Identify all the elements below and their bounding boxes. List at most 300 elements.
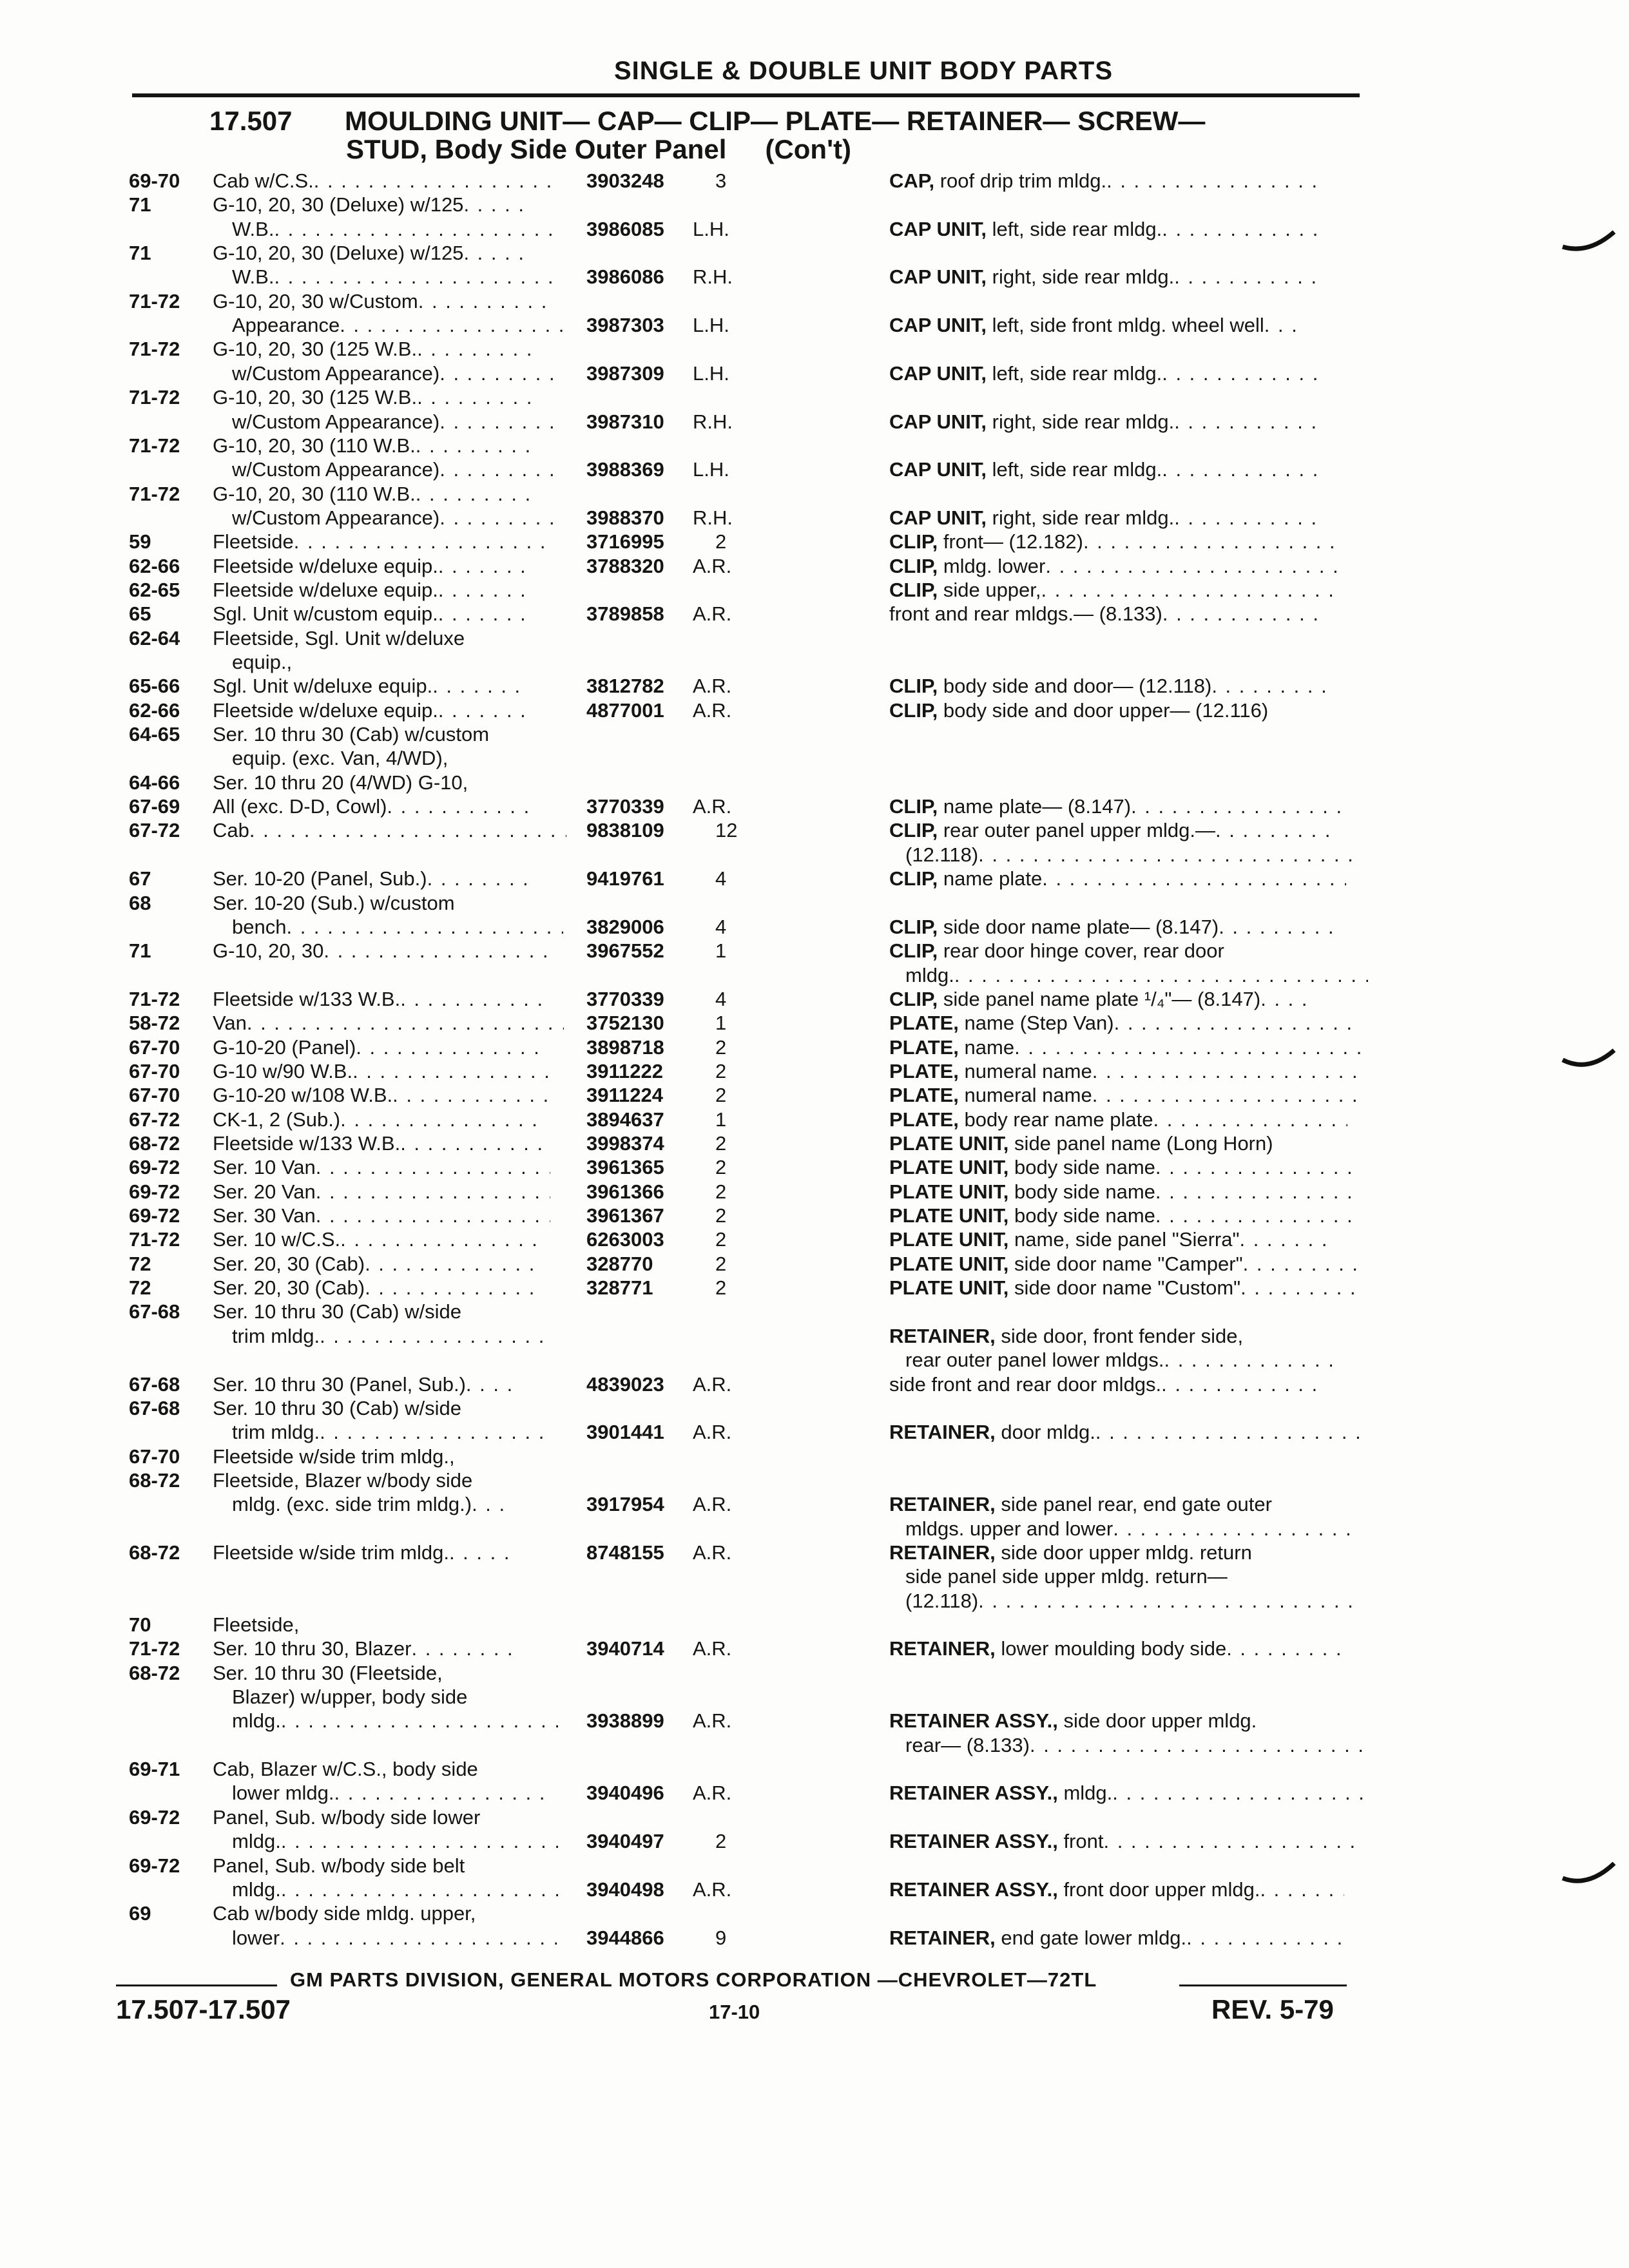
- model-years: 68-72: [129, 1132, 180, 1155]
- application: G-10, 20, 30 w/Custom. . .: [213, 289, 550, 314]
- binder-hole-mark: [1559, 229, 1617, 248]
- part-number: 3716995: [586, 530, 664, 553]
- model-years: 68-72: [129, 1661, 180, 1684]
- model-years: 71: [129, 939, 151, 963]
- model-years: 71: [129, 193, 151, 216]
- application: Panel, Sub. w/body side lower: [213, 1805, 481, 1829]
- model-years: 67-70: [129, 1059, 180, 1082]
- part-number: 3988370: [586, 506, 664, 529]
- model-years: 69-72: [129, 1204, 180, 1227]
- quantity: 2: [715, 1228, 727, 1251]
- application: Ser. 10-20 (Sub.) w/custom: [213, 891, 455, 914]
- model-years: 64-66: [129, 771, 180, 794]
- application: Blazer) w/upper, body side: [232, 1686, 468, 1709]
- application: Ser. 10 thru 30, Blazer. . .: [213, 1637, 522, 1661]
- part-number: 9838109: [586, 819, 664, 842]
- model-years: 65: [129, 602, 151, 626]
- description: CLIP, body side and door— (12.118). . .: [889, 674, 1336, 698]
- quantity: 1: [715, 1108, 727, 1131]
- part-number: 3940496: [586, 1782, 664, 1805]
- part-number: 3788320: [586, 554, 664, 577]
- section-continued: (Con't): [765, 134, 852, 164]
- quantity: R.H.: [693, 410, 733, 433]
- application: Panel, Sub. w/body side belt: [213, 1854, 465, 1877]
- application: Ser. 10 w/C.S.. . .: [213, 1227, 544, 1252]
- application: W.B.. . .: [232, 265, 561, 289]
- table-row: [0, 434, 1629, 459]
- quantity: 4: [715, 915, 727, 938]
- description: front and rear mldgs.— (8.133). . .: [889, 602, 1327, 626]
- part-number: 3789858: [586, 602, 664, 626]
- footer-rule-right: [1179, 1984, 1347, 1986]
- description: RETAINER, end gate lower mldg.. . .: [889, 1926, 1351, 1950]
- table-row: [0, 1372, 1629, 1398]
- quantity: 2: [715, 1084, 727, 1107]
- application: Fleetside w/133 W.B.. . .: [213, 1131, 542, 1156]
- model-years: 68-72: [129, 1541, 180, 1564]
- model-years: 72: [129, 1276, 151, 1300]
- table-row: [0, 1685, 1629, 1711]
- description: CLIP, side door name plate— (8.147). . .: [889, 915, 1333, 939]
- application: Cab, Blazer w/C.S., body side: [213, 1758, 478, 1781]
- description: CAP UNIT, left, side front mldg. wheel well. . .: [889, 313, 1298, 338]
- quantity: A.R.: [693, 1372, 732, 1396]
- table-row: [0, 1324, 1629, 1350]
- part-number: 3812782: [586, 675, 664, 698]
- quantity: A.R.: [693, 602, 732, 626]
- application: Ser. 20, 30 (Cab). . .: [213, 1276, 537, 1300]
- table-row: [0, 1613, 1629, 1639]
- application: Fleetside w/side trim mldg.,: [213, 1445, 455, 1468]
- table-row: [0, 1468, 1629, 1494]
- footer-revision: REV. 5-79: [1211, 1994, 1334, 2024]
- part-number: 3961367: [586, 1204, 664, 1227]
- quantity: 2: [715, 530, 727, 553]
- description: PLATE UNIT, side panel name (Long Horn): [889, 1132, 1273, 1155]
- application: Fleetside, Sgl. Unit w/deluxe: [213, 626, 465, 649]
- table-row: [0, 1108, 1629, 1133]
- application: Ser. 10-20 (Panel, Sub.). . .: [213, 867, 528, 891]
- section-title-line2: STUD, Body Side Outer Panel: [346, 134, 727, 164]
- table-row: [0, 1829, 1629, 1855]
- model-years: 67-72: [129, 819, 180, 842]
- table-row: [0, 746, 1629, 772]
- table-row: [0, 1227, 1629, 1253]
- quantity: 2: [715, 1156, 727, 1179]
- description: PLATE UNIT, body side name. . .: [889, 1180, 1360, 1204]
- model-years: 69-72: [129, 1805, 180, 1829]
- description: CAP UNIT, right, side rear mldg.. . .: [889, 506, 1318, 530]
- application: G-10, 20, 30 (110 W.B.. . .: [213, 482, 537, 506]
- table-row: [0, 1517, 1629, 1542]
- application: mldg.. . .: [232, 1709, 558, 1733]
- description: CAP UNIT, left, side rear mldg.. . .: [889, 217, 1316, 242]
- application: w/Custom Appearance). . .: [232, 361, 562, 386]
- model-years: 67-68: [129, 1300, 180, 1323]
- model-years: 71-72: [129, 1637, 180, 1660]
- application: G-10-20 (Panel). . .: [213, 1035, 549, 1060]
- table-row: [0, 554, 1629, 580]
- table-row: [0, 1709, 1629, 1735]
- description: PLATE, name. . .: [889, 1035, 1369, 1060]
- description: side front and rear door mldgs.. . .: [889, 1372, 1316, 1397]
- description: PLATE UNIT, side door name "Custom". . .: [889, 1276, 1355, 1300]
- quantity: 9: [715, 1926, 727, 1949]
- application: Ser. 10 thru 30 (Cab) w/custom: [213, 723, 490, 746]
- description: CAP UNIT, left, side rear mldg.. . .: [889, 457, 1316, 482]
- section-title-line1: MOULDING UNIT— CAP— CLIP— PLATE— RETAINER— SCREW—: [345, 106, 1206, 136]
- part-number: 4839023: [586, 1372, 664, 1396]
- table-row: [0, 1854, 1629, 1879]
- description: rear outer panel lower mldgs.. . .: [905, 1348, 1338, 1372]
- part-number: 3770339: [586, 987, 664, 1010]
- binder-hole-mark: [1559, 1862, 1617, 1881]
- model-years: 68: [129, 891, 151, 914]
- table-row: [0, 1878, 1629, 1903]
- application: G-10, 20, 30 (Deluxe) w/125. . .: [213, 241, 533, 265]
- description: (12.118). . .: [905, 843, 1362, 867]
- part-number: 3988369: [586, 458, 664, 481]
- part-number: 3987309: [586, 361, 664, 385]
- quantity: L.H.: [693, 314, 729, 337]
- application: Sgl. Unit w/custom equip.. . .: [213, 602, 528, 626]
- model-years: 65-66: [129, 675, 180, 698]
- table-row: [0, 265, 1629, 291]
- model-years: 69-71: [129, 1758, 180, 1781]
- model-years: 71-72: [129, 482, 180, 505]
- part-number: 3903248: [586, 169, 664, 192]
- model-years: 71-72: [129, 987, 180, 1010]
- application: Ser. 10 thru 30 (Panel, Sub.). . .: [213, 1372, 515, 1397]
- application: w/Custom Appearance). . .: [232, 410, 562, 434]
- application: G-10, 20, 30. . .: [213, 939, 548, 963]
- model-years: 67-68: [129, 1396, 180, 1419]
- application: trim mldg.. . .: [232, 1324, 545, 1349]
- description: PLATE UNIT, name, side panel "Sierra". . .: [889, 1227, 1334, 1252]
- quantity: 2: [715, 1276, 727, 1300]
- part-number: 3894637: [586, 1108, 664, 1131]
- table-row: [0, 1589, 1629, 1615]
- table-row: [0, 1757, 1629, 1783]
- quantity: 4: [715, 987, 727, 1010]
- part-number: 3940714: [586, 1637, 664, 1660]
- application: Van. . .: [213, 1011, 564, 1035]
- quantity: 2: [715, 1132, 727, 1155]
- description: RETAINER ASSY., mldg.. . .: [889, 1781, 1367, 1805]
- table-row: [0, 1348, 1629, 1374]
- application: G-10, 20, 30 (125 W.B.. . .: [213, 385, 538, 410]
- table-row: [0, 987, 1629, 1013]
- part-number: 3986085: [586, 217, 664, 240]
- part-number: 3944866: [586, 1926, 664, 1949]
- model-years: 69-72: [129, 1156, 180, 1179]
- table-row: [0, 674, 1629, 700]
- part-number: 3911222: [586, 1059, 663, 1082]
- table-row: [0, 602, 1629, 628]
- table-row: [0, 506, 1629, 532]
- quantity: 3: [715, 169, 727, 192]
- table-row: [0, 1926, 1629, 1952]
- quantity: 2: [715, 1204, 727, 1227]
- part-number: 3987303: [586, 314, 664, 337]
- description: CLIP, side panel name plate ¹/₄"— (8.147). . .: [889, 987, 1315, 1012]
- application: Ser. 30 Van. . .: [213, 1204, 550, 1228]
- footer-page-number: 17-10: [709, 2001, 760, 2023]
- application: W.B.. . .: [232, 217, 561, 242]
- model-years: 62-65: [129, 578, 180, 601]
- table-row: [0, 217, 1629, 243]
- model-years: 71-72: [129, 1228, 180, 1251]
- description: (12.118). . .: [905, 1589, 1362, 1613]
- part-number: 328770: [586, 1252, 653, 1275]
- section-number: 17.507: [209, 106, 293, 136]
- quantity: A.R.: [693, 1782, 732, 1805]
- description: side panel side upper mldg. return—: [905, 1565, 1228, 1588]
- description: PLATE UNIT, body side name. . .: [889, 1155, 1360, 1180]
- table-row: [0, 1180, 1629, 1206]
- quantity: A.R.: [693, 675, 732, 698]
- table-row: [0, 1155, 1629, 1181]
- model-years: 67-72: [129, 1108, 180, 1131]
- table-row: [0, 1059, 1629, 1085]
- quantity: 2: [715, 1252, 727, 1275]
- table-row: [0, 482, 1629, 508]
- application: lower mldg.. . .: [232, 1781, 550, 1805]
- part-number: 3917954: [586, 1493, 664, 1516]
- application: Cab w/C.S.. . .: [213, 169, 559, 193]
- table-row: [0, 241, 1629, 267]
- application: G-10 w/90 W.B.. . .: [213, 1059, 556, 1084]
- application: mldg. (exc. side trim mldg.). . .: [232, 1492, 512, 1517]
- part-number: 6263003: [586, 1228, 664, 1251]
- description: rear— (8.133). . .: [905, 1733, 1364, 1758]
- table-row: [0, 1035, 1629, 1061]
- table-row: [0, 193, 1629, 218]
- application: Fleetside w/side trim mldg.. . .: [213, 1541, 519, 1565]
- application: G-10, 20, 30 (125 W.B.. . .: [213, 337, 538, 361]
- part-number: 3961366: [586, 1180, 664, 1203]
- description: CAP UNIT, left, side rear mldg.. . .: [889, 361, 1316, 386]
- table-row: [0, 915, 1629, 941]
- quantity: 2: [715, 1059, 727, 1082]
- quantity: A.R.: [693, 698, 732, 722]
- model-years: 67: [129, 867, 151, 890]
- model-years: 71-72: [129, 434, 180, 457]
- table-row: [0, 771, 1629, 796]
- description: RETAINER, side door upper mldg. return: [889, 1541, 1252, 1564]
- model-years: 71-72: [129, 386, 180, 409]
- quantity: A.R.: [693, 1709, 732, 1733]
- part-number: 3961365: [586, 1156, 664, 1179]
- model-years: 62-64: [129, 626, 180, 649]
- quantity: 4: [715, 867, 727, 890]
- application: Ser. 10 thru 30 (Cab) w/side: [213, 1300, 461, 1323]
- application: Cab w/body side mldg. upper,: [213, 1902, 476, 1925]
- model-years: 58-72: [129, 1012, 180, 1035]
- part-number: 3940497: [586, 1830, 664, 1853]
- part-number: 3911224: [586, 1084, 663, 1107]
- model-years: 71-72: [129, 338, 180, 361]
- table-row: [0, 361, 1629, 387]
- table-row: [0, 1011, 1629, 1037]
- application: mldg.. . .: [232, 1829, 558, 1854]
- description: CLIP, front— (12.182). . .: [889, 530, 1337, 554]
- part-number: 9419761: [586, 867, 664, 890]
- description: CLIP, name plate. . .: [889, 867, 1346, 891]
- application: Fleetside w/133 W.B.. . .: [213, 987, 542, 1012]
- table-row: [0, 1492, 1629, 1518]
- model-years: 67-69: [129, 795, 180, 818]
- table-row: [0, 1445, 1629, 1470]
- table-row: [0, 313, 1629, 339]
- description: CAP, roof drip trim mldg.. . .: [889, 169, 1321, 193]
- application: All (exc. D-D, Cowl). . .: [213, 794, 528, 819]
- model-years: 72: [129, 1252, 151, 1275]
- model-years: 71-72: [129, 289, 180, 312]
- table-row: [0, 530, 1629, 555]
- model-years: 69-70: [129, 169, 180, 192]
- binder-hole-mark: [1559, 1047, 1617, 1066]
- table-row: [0, 1541, 1629, 1566]
- application: bench. . .: [232, 915, 563, 939]
- part-number: 3752130: [586, 1012, 664, 1035]
- application: Fleetside,: [213, 1613, 300, 1636]
- description: CAP UNIT, right, side rear mldg.. . .: [889, 265, 1318, 289]
- table-row: [0, 1901, 1629, 1927]
- description: PLATE, numeral name. . .: [889, 1059, 1366, 1084]
- application: Fleetside. . .: [213, 530, 549, 554]
- application: G-10-20 w/108 W.B.. . .: [213, 1083, 555, 1108]
- description: mldg.. . .: [905, 963, 1368, 988]
- table-row: [0, 457, 1629, 483]
- description: CAP UNIT, right, side rear mldg.. . .: [889, 410, 1318, 434]
- model-years: 59: [129, 530, 151, 553]
- application: Ser. 10 Van. . .: [213, 1155, 550, 1180]
- model-years: 64-65: [129, 723, 180, 746]
- quantity: 2: [715, 1180, 727, 1203]
- quantity: A.R.: [693, 1493, 732, 1516]
- quantity: L.H.: [693, 458, 729, 481]
- application: equip.,: [232, 651, 293, 673]
- description: CLIP, side upper,. . .: [889, 578, 1335, 602]
- description: CLIP, mldg. lower. . .: [889, 554, 1340, 579]
- table-row: [0, 578, 1629, 604]
- description: RETAINER, door mldg.. . .: [889, 1420, 1360, 1445]
- application: w/Custom Appearance). . .: [232, 506, 562, 530]
- model-years: 71: [129, 242, 151, 265]
- page-header: SINGLE & DOUBLE UNIT BODY PARTS: [613, 57, 1113, 85]
- application: G-10, 20, 30 (110 W.B.. . .: [213, 434, 537, 458]
- table-row: [0, 1204, 1629, 1229]
- table-row: [0, 1396, 1629, 1422]
- description: CLIP, body side and door upper— (12.116): [889, 698, 1269, 722]
- application: Fleetside w/deluxe equip.. . .: [213, 554, 528, 579]
- application: Fleetside w/deluxe equip.. . .: [213, 698, 528, 723]
- model-years: 67-68: [129, 1372, 180, 1396]
- quantity: A.R.: [693, 1878, 732, 1901]
- quantity: 1: [715, 1012, 727, 1035]
- part-number: 3998374: [586, 1132, 664, 1155]
- application: Fleetside w/deluxe equip.. . .: [213, 578, 528, 602]
- application: Ser. 20, 30 (Cab). . .: [213, 1252, 537, 1276]
- table-row: [0, 698, 1629, 724]
- table-row: [0, 385, 1629, 411]
- table-row: [0, 1083, 1629, 1109]
- quantity: R.H.: [693, 265, 733, 289]
- description: PLATE, numeral name. . .: [889, 1083, 1366, 1108]
- application: w/Custom Appearance). . .: [232, 457, 562, 482]
- table-row: [0, 169, 1629, 195]
- application: equip. (exc. Van, 4/WD),: [232, 747, 448, 770]
- table-row: [0, 1661, 1629, 1687]
- quantity: L.H.: [693, 217, 729, 240]
- footer-rule-left: [116, 1984, 277, 1986]
- application: G-10, 20, 30 (Deluxe) w/125. . .: [213, 193, 533, 217]
- table-row: [0, 963, 1629, 989]
- quantity: A.R.: [693, 1541, 732, 1564]
- table-row: [0, 818, 1629, 844]
- application: Fleetside, Blazer w/body side: [213, 1468, 473, 1492]
- quantity: 2: [715, 1035, 727, 1059]
- table-row: [0, 867, 1629, 892]
- table-row: [0, 939, 1629, 965]
- description: PLATE UNIT, side door name "Camper". . .: [889, 1252, 1357, 1276]
- description: CLIP, rear door hinge cover, rear door: [889, 939, 1224, 963]
- description: RETAINER ASSY., front door upper mldg.. . .: [889, 1878, 1344, 1902]
- description: RETAINER, side door, front fender side,: [889, 1324, 1244, 1347]
- table-row: [0, 1805, 1629, 1831]
- table-row: [0, 722, 1629, 748]
- table-row: [0, 1637, 1629, 1662]
- model-years: 62-66: [129, 698, 180, 722]
- description: RETAINER, side panel rear, end gate outer: [889, 1493, 1272, 1516]
- description: PLATE, body rear name plate. . .: [889, 1108, 1347, 1132]
- description: PLATE, name (Step Van). . .: [889, 1011, 1358, 1035]
- table-row: [0, 410, 1629, 436]
- application: Cab. . .: [213, 818, 566, 843]
- part-number: 3940498: [586, 1878, 664, 1901]
- table-row: [0, 650, 1629, 676]
- application: mldg.. . .: [232, 1878, 558, 1902]
- description: RETAINER ASSY., side door upper mldg.: [889, 1709, 1257, 1733]
- part-number: 3898718: [586, 1035, 664, 1059]
- table-row: [0, 1733, 1629, 1759]
- table-row: [0, 1252, 1629, 1278]
- table-row: [0, 1564, 1629, 1590]
- quantity: A.R.: [693, 795, 732, 818]
- quantity: R.H.: [693, 506, 733, 529]
- quantity: 1: [715, 939, 727, 963]
- quantity: 2: [715, 1830, 727, 1853]
- model-years: 62-66: [129, 554, 180, 577]
- part-number: 3986086: [586, 265, 664, 289]
- model-years: 67-70: [129, 1084, 180, 1107]
- quantity: A.R.: [693, 1637, 732, 1660]
- model-years: 70: [129, 1613, 151, 1636]
- footer-org: GM PARTS DIVISION, GENERAL MOTORS CORPORATION —CHEVROLET—72TL: [290, 1968, 1097, 1991]
- footer-section-range: 17.507-17.507: [116, 1994, 291, 2024]
- part-number: 3901441: [586, 1421, 664, 1444]
- description: CLIP, rear outer panel upper mldg.—. . .: [889, 818, 1330, 843]
- table-row: [0, 337, 1629, 363]
- table-row: [0, 1131, 1629, 1157]
- description: RETAINER ASSY., front. . .: [889, 1829, 1358, 1854]
- model-years: 69-72: [129, 1854, 180, 1877]
- model-years: 67-70: [129, 1445, 180, 1468]
- table-row: [0, 1420, 1629, 1446]
- description: RETAINER, lower moulding body side. . .: [889, 1637, 1351, 1661]
- part-number: 3967552: [586, 939, 664, 963]
